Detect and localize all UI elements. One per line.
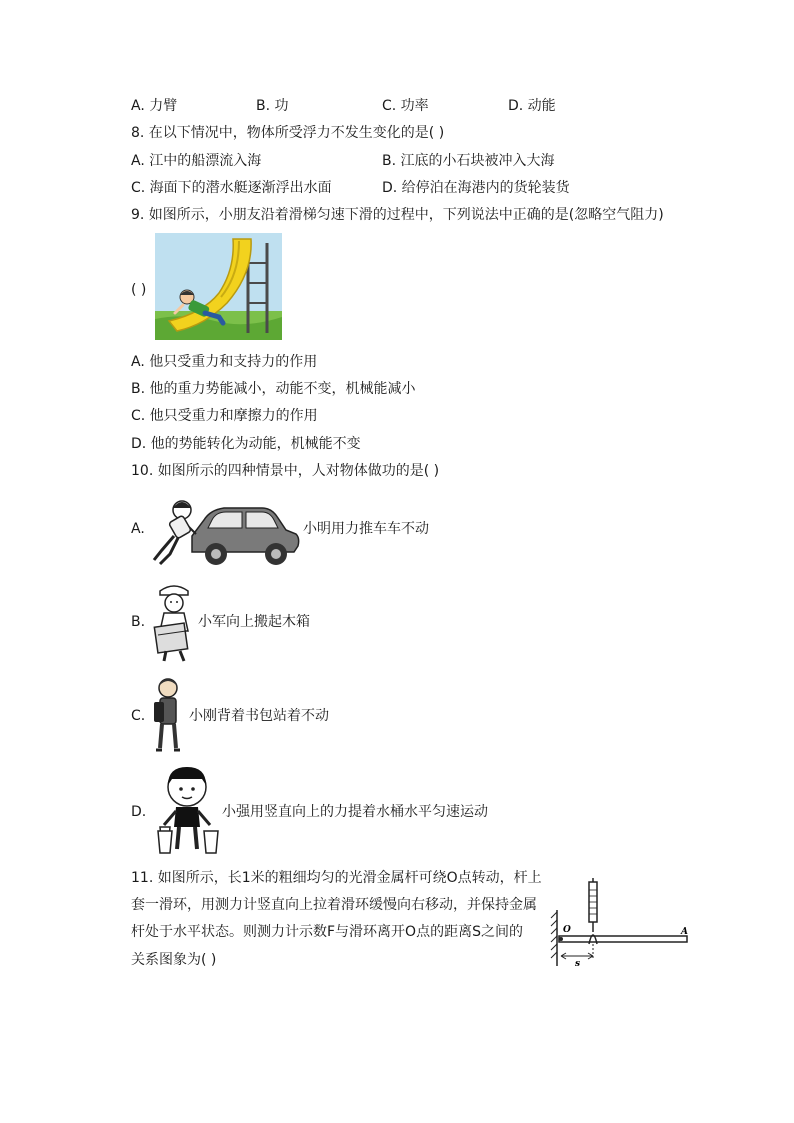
- q9-answer-paren: ( ): [131, 282, 147, 298]
- q10-option-a-letter: A.: [131, 521, 145, 537]
- lift-box-figure: [150, 583, 198, 663]
- carry-buckets-figure: [152, 765, 222, 857]
- q11-line-4: 关系图象为( ): [131, 952, 217, 968]
- lever-label-a: A: [681, 927, 688, 937]
- q8-option-a: A. 江中的船漂流入海: [131, 153, 262, 169]
- lever-label-o: O: [563, 925, 571, 935]
- q8-option-b: B. 江底的小石块被冲入大海: [382, 153, 555, 169]
- q7-option-d: D. 动能: [508, 98, 556, 114]
- q7-option-b: B. 功: [256, 98, 289, 114]
- q10-option-d-caption: 小强用竖直向上的力提着水桶水平匀速运动: [222, 804, 488, 820]
- q11-line-2: 套一滑环，用测力计竖直向上拉着滑环缓慢向右移动，并保持金属: [131, 897, 537, 913]
- slide-figure: [155, 233, 282, 340]
- q10-option-b-caption: 小军向上搬起木箱: [198, 614, 310, 630]
- q10-option-c-letter: C.: [131, 708, 146, 724]
- q9-stem: 9. 如图所示，小朋友沿着滑梯匀速下滑的过程中，下列说法中正确的是(忽略空气阻力): [131, 207, 664, 223]
- q10-stem: 10. 如图所示的四种情景中，人对物体做功的是( ): [131, 463, 440, 479]
- backpack-figure: [150, 676, 186, 756]
- q10-option-d-letter: D.: [131, 804, 147, 820]
- lever-figure: [549, 878, 691, 966]
- push-car-figure: [152, 490, 300, 568]
- q11-line-3: 杆处于水平状态。则测力计示数F与滑环离开O点的距离S之间的: [131, 924, 523, 940]
- q8-option-d: D. 给停泊在海港内的货轮装货: [382, 180, 570, 196]
- q8-stem: 8. 在以下情况中，物体所受浮力不发生变化的是( ): [131, 125, 445, 141]
- q7-option-c: C. 功率: [382, 98, 429, 114]
- q10-option-b-letter: B.: [131, 614, 146, 630]
- q8-option-c: C. 海面下的潜水艇逐渐浮出水面: [131, 180, 332, 196]
- q10-option-c-caption: 小刚背着书包站着不动: [189, 708, 329, 724]
- lever-label-s: s: [575, 959, 581, 966]
- q9-option-a: A. 他只受重力和支持力的作用: [131, 354, 318, 370]
- q9-option-b: B. 他的重力势能减小，动能不变，机械能减小: [131, 381, 416, 397]
- q11-line-1: 11. 如图所示，长1米的粗细均匀的光滑金属杆可绕O点转动，杆上: [131, 870, 542, 886]
- q9-option-d: D. 他的势能转化为动能，机械能不变: [131, 436, 361, 452]
- q7-option-a: A. 力臂: [131, 98, 178, 114]
- q9-option-c: C. 他只受重力和摩擦力的作用: [131, 408, 318, 424]
- q10-option-a-caption: 小明用力推车车不动: [303, 521, 429, 537]
